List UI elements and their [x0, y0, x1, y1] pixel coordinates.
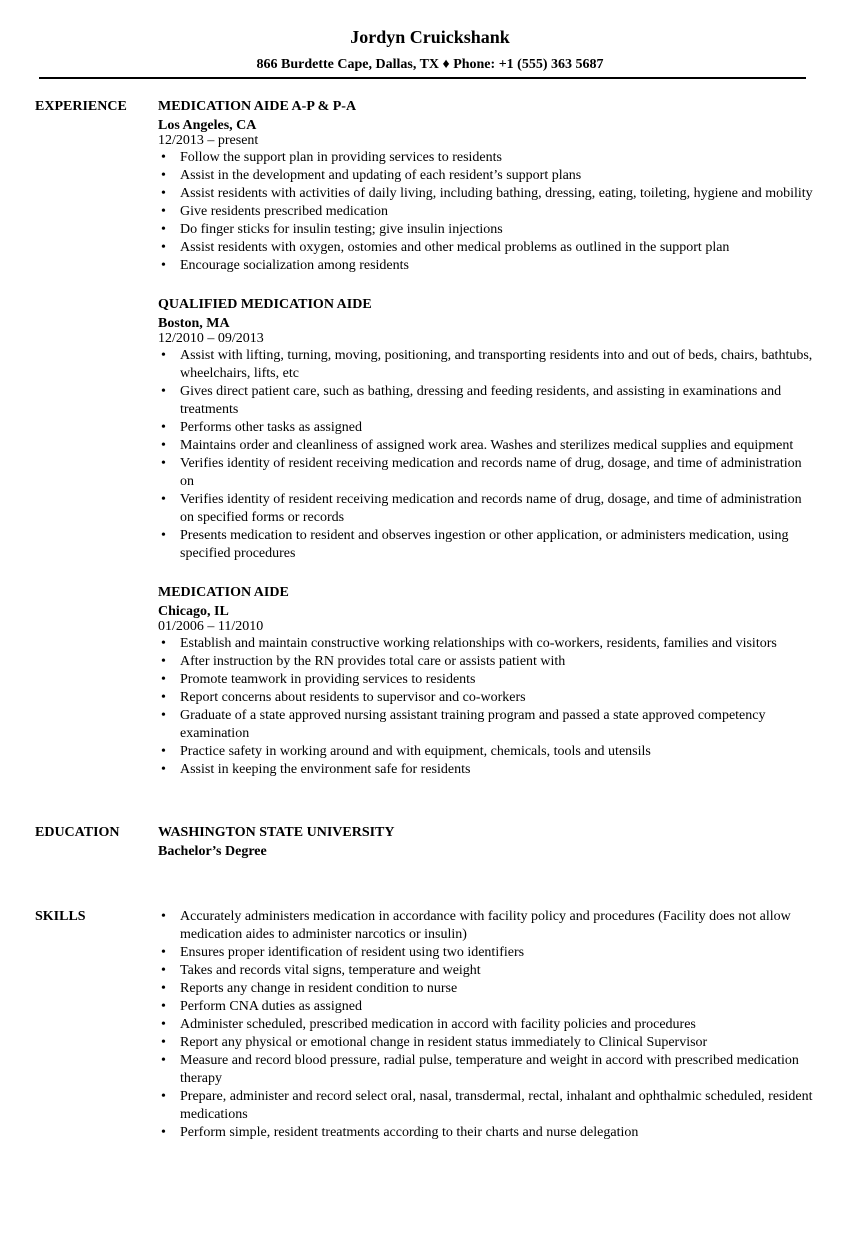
skills-list [158, 908, 818, 1142]
duty-item: • Maintains order and cleanliness of assigned work area. Washes and sterilizes medical supplies and equipment [158, 437, 818, 455]
duty-item: • Follow the support plan in providing services to residents [158, 149, 818, 167]
section-label-skills: SKILLS [35, 909, 86, 924]
duty-item: • Verifies identity of resident receiving medication and records name of drug, dosage, and time of administration on [158, 455, 818, 491]
duty-item: • Assist residents with oxygen, ostomies and other medical problems as outlined in the support plan [158, 239, 818, 257]
job-title: MEDICATION AIDE [158, 585, 289, 600]
duty-item: • Give residents prescribed medication [158, 203, 818, 221]
duty-item: • Assist in keeping the environment safe for residents [158, 761, 818, 779]
duty-item: • Encourage socialization among residents [158, 257, 818, 275]
skill-item: • Takes and records vital signs, temperature and weight [158, 962, 818, 980]
skill-item: • Report any physical or emotional change in resident status immediately to Clinical Supervisor [158, 1034, 818, 1052]
header-divider [39, 77, 806, 79]
duty-item: • Gives direct patient care, such as bathing, dressing and feeding residents, and assisting in examinations and treatments [158, 383, 818, 419]
skill-item: • Measure and record blood pressure, radial pulse, temperature and weight in accord with prescribed medication therapy [158, 1052, 818, 1088]
skill-item: • Ensures proper identification of resident using two identifiers [158, 944, 818, 962]
duty-item: • Do finger sticks for insulin testing; give insulin injections [158, 221, 818, 239]
skill-item: • Administer scheduled, prescribed medication in accord with facility policies and procedures [158, 1016, 818, 1034]
degree: Bachelor’s Degree [158, 844, 267, 859]
duty-item: • Establish and maintain constructive working relationships with co-workers, residents, families and visitors [158, 635, 818, 653]
duty-item: • Performs other tasks as assigned [158, 419, 818, 437]
job-dates: 12/2010 – 09/2013 [158, 331, 264, 346]
duty-item: • Promote teamwork in providing services to residents [158, 671, 818, 689]
duty-item: • Verifies identity of resident receiving medication and records name of drug, dosage, and time of administration on specified forms or records [158, 491, 818, 527]
candidate-name: Jordyn Cruickshank [350, 27, 510, 47]
job-title: QUALIFIED MEDICATION AIDE [158, 297, 372, 312]
duty-item: • Presents medication to resident and observes ingestion or other application, or administers medication, using specified procedures [158, 527, 818, 563]
education-entry [158, 824, 818, 861]
job-entry [158, 98, 818, 275]
job-location: Chicago, IL [158, 604, 229, 619]
contact-line [0, 57, 860, 73]
address: 866 Burdette Cape, Dallas, TX [256, 57, 440, 72]
job-location: Los Angeles, CA [158, 118, 257, 133]
job-entry [158, 296, 818, 563]
job-dates: 12/2013 – present [158, 133, 259, 148]
skill-item: • Accurately administers medication in accordance with facility policy and procedures (Facility does not allow medication aides to administer narcotics or insulin) [158, 908, 818, 944]
skills-list-container [158, 908, 818, 1142]
section-label-education: EDUCATION [35, 825, 120, 840]
skill-item: • Prepare, administer and record select oral, nasal, transdermal, rectal, inhalant and ophthalmic scheduled, resident medications [158, 1088, 818, 1124]
skill-item: • Perform CNA duties as assigned [158, 998, 818, 1016]
job-dates: 01/2006 – 11/2010 [158, 619, 264, 634]
duty-item: • Report concerns about residents to supervisor and co-workers [158, 689, 818, 707]
duty-item: • Assist in the development and updating of each resident’s support plans [158, 167, 818, 185]
skill-item: • Perform simple, resident treatments according to their charts and nurse delegation [158, 1124, 818, 1142]
separator-diamond: ♦ [442, 57, 450, 72]
job-title: MEDICATION AIDE A-P & P-A [158, 99, 357, 114]
job-duties [158, 635, 818, 779]
job-entry [158, 584, 818, 779]
experience-list [158, 98, 818, 800]
resume-header [0, 0, 860, 73]
section-label-experience: EXPERIENCE [35, 99, 127, 114]
duty-item: • Assist residents with activities of daily living, including bathing, dressing, eating, toileting, hygiene and mobility [158, 185, 818, 203]
job-duties [158, 347, 818, 563]
job-duties [158, 149, 818, 275]
school-name: WASHINGTON STATE UNIVERSITY [158, 825, 395, 840]
duty-item: • Assist with lifting, turning, moving, positioning, and transporting residents into and out of beds, chairs, bathtubs, wheelchairs, lifts, etc [158, 347, 818, 383]
job-location: Boston, MA [158, 316, 230, 331]
skill-item: • Reports any change in resident condition to nurse [158, 980, 818, 998]
duty-item: • Graduate of a state approved nursing assistant training program and passed a state approved competency examination [158, 707, 818, 743]
duty-item: • After instruction by the RN provides total care or assists patient with [158, 653, 818, 671]
duty-item: • Practice safety in working around and with equipment, chemicals, tools and utensils [158, 743, 818, 761]
phone: Phone: +1 (555) 363 5687 [453, 57, 604, 72]
